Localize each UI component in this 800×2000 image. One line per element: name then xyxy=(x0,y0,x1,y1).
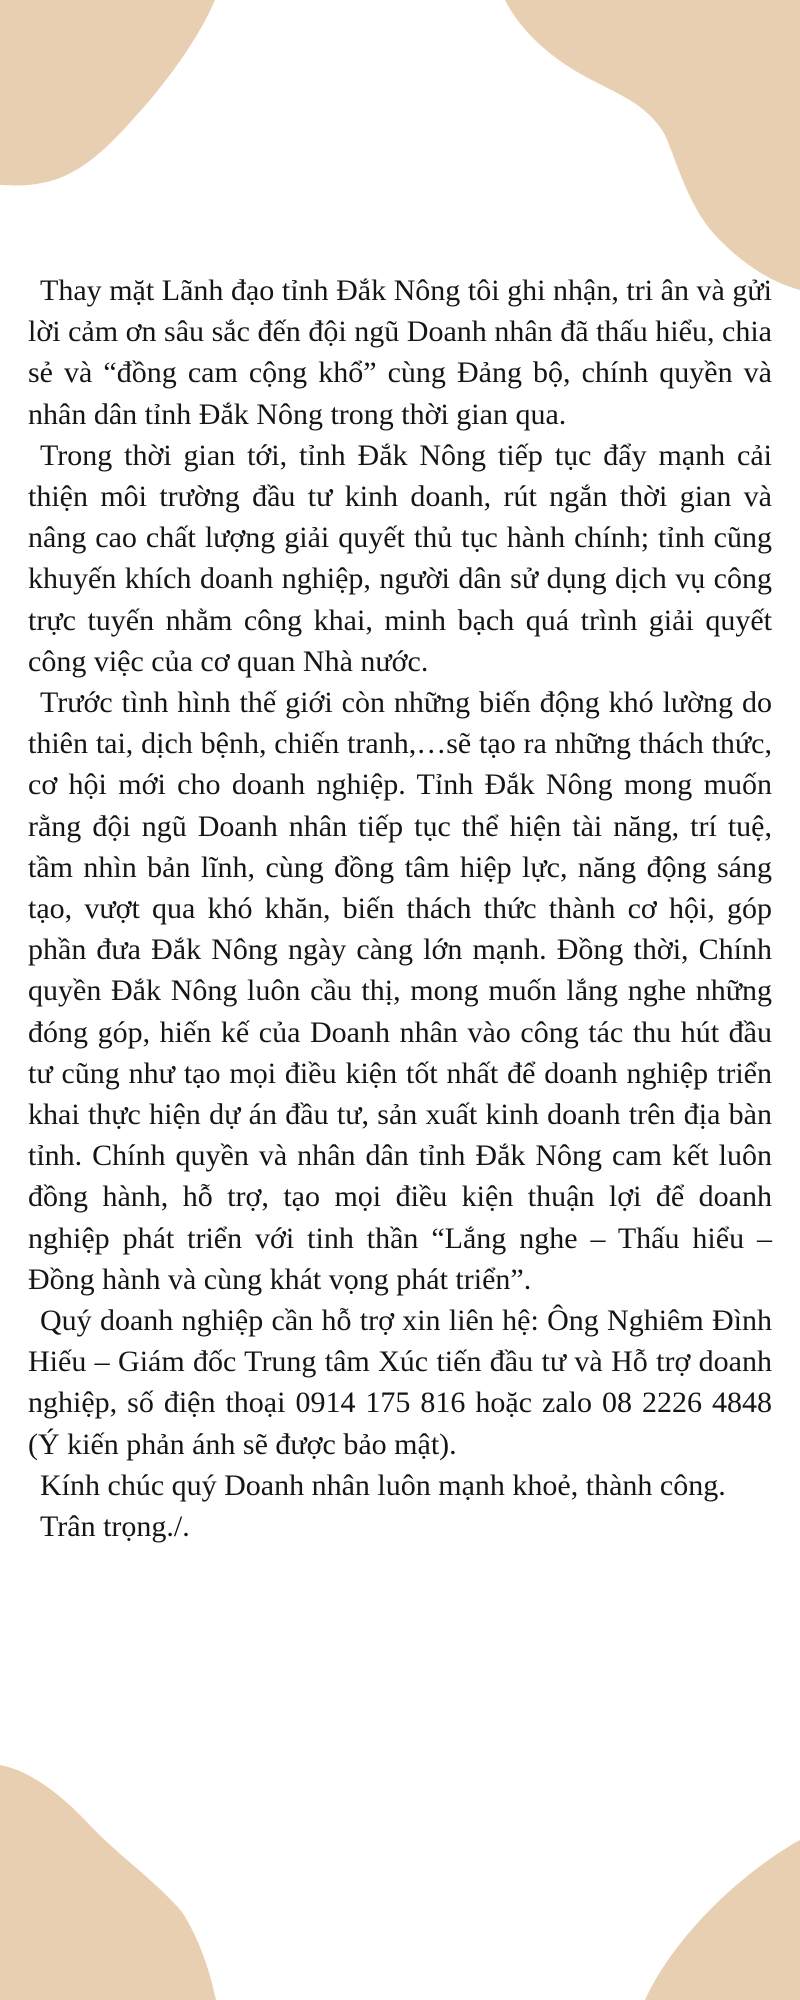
letter-body xyxy=(28,270,772,1547)
blob-bottom-left xyxy=(0,1765,216,2000)
blob-bottom-right xyxy=(645,1840,800,2000)
paragraph-wishes: Kính chúc quý Doanh nhân luôn mạnh khoẻ, thành công. xyxy=(40,1468,726,1502)
paragraph-closing: Trân trọng./. xyxy=(40,1510,190,1544)
paragraph-acknowledgement: Thay mặt Lãnh đạo tỉnh Đắk Nông tôi ghi nhận, tri ân và gửi lời cảm ơn sâu sắc đến đội ngũ Doanh nhân đã thấu hiểu, chia sẻ và “đồng cam cộng khổ” cùng Đảng bộ, chính quyền và nhân dân tỉnh Đắk Nông trong thời gian qua. xyxy=(28,274,772,431)
paragraph-investment-environment: Trong thời gian tới, tỉnh Đắk Nông tiếp tục đẩy mạnh cải thiện môi trường đầu tư kinh doanh, rút ngắn thời gian và nâng cao chất lượng giải quyết thủ tục hành chính; tỉnh cũng khuyến khích doanh nghiệp, người dân sử dụng dịch vụ công trực tuyến nhằm công khai, minh bạch quá trình giải quyết công việc của cơ quan Nhà nước. xyxy=(28,438,772,678)
blob-top-left xyxy=(0,0,215,186)
blob-top-right xyxy=(505,0,800,290)
paragraph-contact-info: Quý doanh nghiệp cần hỗ trợ xin liên hệ: Ông Nghiêm Đình Hiếu – Giám đốc Trung tâm Xúc tiến đầu tư và Hỗ trợ doanh nghiệp, số điện thoại 0914 175 816 hoặc zalo 08 2226 4848 (Ý kiến phản ánh sẽ được bảo mật). xyxy=(28,1304,772,1461)
paragraph-challenges-and-commitment: Trước tình hình thế giới còn những biến động khó lường do thiên tai, dịch bệnh, chiến tranh,…sẽ tạo ra những thách thức, cơ hội mới cho doanh nghiệp. Tỉnh Đắk Nông mong muốn rằng đội ngũ Doanh nhân tiếp tục thể hiện tài năng, trí tuệ, tầm nhìn bản lĩnh, cùng đồng tâm hiệp lực, năng động sáng tạo, vượt qua khó khăn, biến thách thức thành cơ hội, góp phần đưa Đắk Nông ngày càng lớn mạnh. Đồng thời, Chính quyền Đắk Nông luôn cầu thị, mong muốn lắng nghe những đóng góp, hiến kế của Doanh nhân vào công tác thu hút đầu tư cũng như tạo mọi điều kiện tốt nhất để doanh nghiệp triển khai thực hiện dự án đầu tư, sản xuất kinh doanh trên địa bàn tỉnh. Chính quyền và nhân dân tỉnh Đắk Nông cam kết luôn đồng hành, hỗ trợ, tạo mọi điều kiện thuận lợi để doanh nghiệp phát triển với tinh thần “Lắng nghe – Thấu hiểu – Đồng hành và cùng khát vọng phát triển”. xyxy=(28,686,772,1296)
